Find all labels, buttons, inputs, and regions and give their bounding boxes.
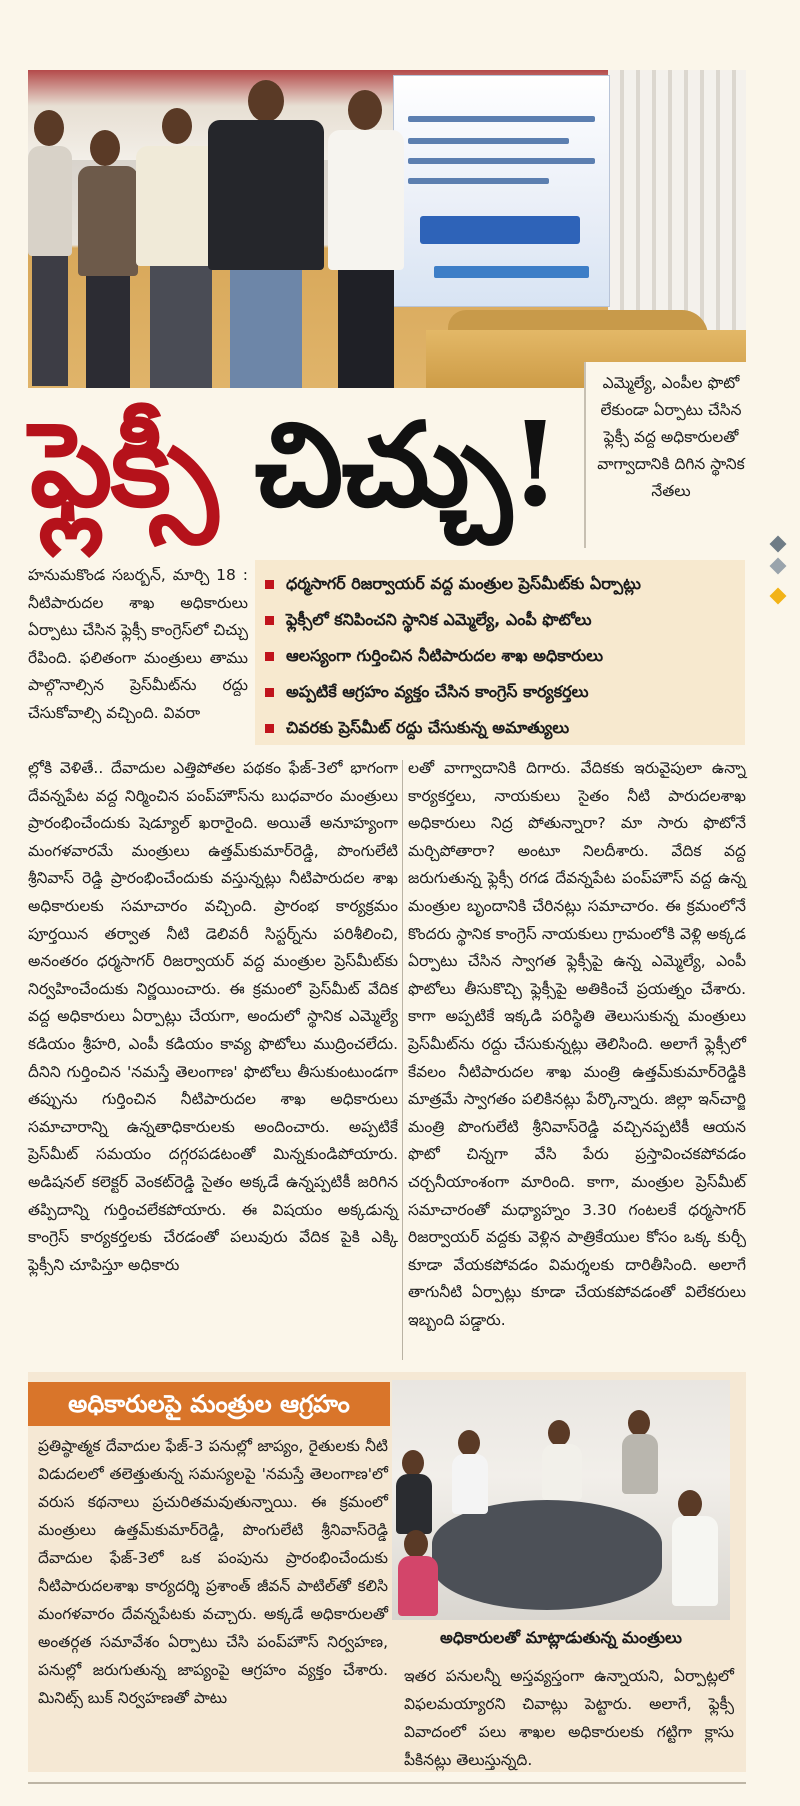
highlight-item: ఫ్లెక్సీలో కనిపించని స్థానిక ఎమ్మెల్యే, ఎంపీ ఫొటోలు [265, 602, 745, 638]
headline [30, 385, 580, 560]
sidebar-story-text: ఇతర పనులన్నీ అస్తవ్యస్తంగా ఉన్నాయని, ఏర్పాట్లలో విఫలమయ్యారని చివాట్లు పెట్టారు. అలాగే, ఫ్లెక్సీ వివాదంలో పలు శాఖల అధికారులకు గట్టిగా క్లాసు పీకినట్లు తెలుస్తున్నది. [404, 1667, 734, 1769]
photo-caption: ఎమ్మెల్యే, ఎంపీల ఫొటో లేకుండా ఏర్పాటు చేసిన ఫ్లెక్సీ వద్ద అధికారులతో వాగ్వాదానికి దిగిన స్థానిక నేతలు [597, 374, 745, 500]
bullet-square [265, 652, 274, 661]
sidebar-story-col1 [38, 1432, 388, 1712]
meeting-table [432, 1500, 662, 1610]
meeting-photo-caption: అధికారులతో మాట్లాడుతున్న మంత్రులు [440, 1628, 682, 1647]
highlight-item: అప్పటికే ఆగ్రహం వ్యక్తం చేసిన కాంగ్రెస్ కార్యకర్తలు [265, 674, 745, 710]
meeting-photo [392, 1380, 730, 1620]
curtain [608, 70, 746, 330]
article-col-a [28, 562, 248, 728]
article-text: హనుమకొండ సబర్బన్, మార్చి 18 : నీటిపారుదల శాఖ అధికారులు ఏర్పాటు చేసిన ఫ్లెక్సీ కాంగ్రెస్‌లో చిచ్చు రేపింది. ఫలితంగా మంత్రులు తాము పాల్గొనాల్సిన ప్రెస్‌మీట్‌ను రద్దు చేసుకోవాల్సి వచ్చింది. వివరా [28, 566, 248, 722]
bottom-rule [28, 1782, 746, 1784]
flexi-banner [393, 75, 610, 307]
highlight-item: చివరకు ప్రెస్‌మీట్ రద్దు చేసుకున్న అమాత్యులు [265, 710, 745, 746]
article-col-b [28, 755, 398, 1279]
highlights-box [255, 560, 745, 745]
article-col-c [408, 755, 746, 1334]
bullet-square [265, 724, 274, 733]
sidebar-story-col2 [404, 1662, 734, 1774]
sidebar-story-text: ప్రతిష్ఠాత్మక దేవాదుల ఫేజ్-3 పనుల్లో జాప్యం, రైతులకు నీటి విడుదలలో తలెత్తుతున్న సమస్యలపై 'నమస్తే తెలంగాణ'లో వరుస కథనాలు ప్రచురితమవుతున్నాయి. ఈ క్రమంలో మంత్రులు ఉత్తమ్‌కుమార్‌రెడ్డి, పొంగులేటి శ్రీనివాస్‌రెడ్డి దేవాదుల ఫేజ్-3లో ఒక పంపును ప్రారంభించేందుకు నీటిపారుదలశాఖ కార్యదర్శి ప్రశాంత్ జీవన్ పాటిల్‌తో కలిసి మంగళవారం దేవన్నపేటకు వచ్చారు. అక్కడే అధికారులతో అంతర్గత సమావేశం ఏర్పాటు చేసి పంప్‌హౌస్ నిర్వహణ, పనుల్లో జరుగుతున్న జాప్యంపై ఆగ్రహం వ్యక్తం చేశారు. మినిట్స్ బుక్ నిర్వహణతో పాటు [38, 1437, 388, 1707]
article-text: లతో వాగ్వాదానికి దిగారు. వేదికకు ఇరువైపులా ఉన్నా కార్యకర్తలు, నాయకులు సైతం నీటి పారుదలశాఖ అధికారులు నిద్ర పోతున్నారా? మా సారు ఫొటోనే మర్చిపోతారా? అంటూ నిలదీశారు. వేదిక వద్ద జరుగుతున్న ఫ్లెక్సీ రగడ దేవన్నపేట పంప్‌హౌస్ వద్ద ఉన్న మంత్రుల బృందానికి చేరినట్లు సమాచారం. ఈ క్రమంలోనే కొందరు స్థానిక కాంగ్రెస్ నాయకులు గ్రామంలోకి వెళ్లి అక్కడ ఏర్పాటు చేసిన స్వాగత ఫ్లెక్సీపై ఉన్న ఎమ్మెల్యే, ఎంపీ ఫొటోలు తీసుకొచ్చి ఫ్లెక్సీపై అతికించే ప్రయత్నం చేశారు. కాగా అప్పటికే ఇక్కడి పరిస్థితి తెలుసుకున్న మంత్రులు ప్రెస్‌మీట్‌ను రద్దు చేసుకున్నట్లు తెలిసింది. అలాగే ఫ్లెక్సీలో కేవలం నీటిపారుదల శాఖ మంత్రి ఉత్తమ్‌కుమార్‌రెడ్డికి మాత్రమే స్వాగతం పలికినట్లు పేర్కొన్నారు. జిల్లా ఇన్‌చార్జి మంత్రి పొంగులేటి శ్రీనివాస్‌రెడ్డి వచ్చినప్పటికీ ఆయన ఫొటో చిన్నగా వేసి పేరు ప్రస్తావించకపోవడం చర్చనీయాంశంగా మారింది. కాగా, మంత్రుల ప్రెస్‌మీట్ సమాచారంతో మధ్యాహ్నం 3.30 గంటలకే ధర్మసాగర్ రిజర్వాయర్ వద్దకు వెళ్లిన పాత్రికేయుల కోసం ఒక్క కుర్చీ కూడా వేయకపోవడం విమర్శలకు దారితీసింది. అలాగే తాగునీటి ఏర్పాట్లు కూడా చేయకపోవడంతో విలేకరులు ఇబ్బంది పడ్డారు. [408, 759, 746, 1329]
highlight-item: ధర్మసాగర్ రిజర్వాయర్ వద్ద మంత్రుల ప్రెస్‌మీట్‌కు ఏర్పాట్లు [265, 566, 745, 602]
article-text: ల్లోకి వెళితే.. దేవాదుల ఎత్తిపోతల పథకం ఫేజ్-3లో భాగంగా దేవన్నపేట వద్ద నిర్మించిన పంప్‌హౌస్‌ను బుధవారం మంత్రులు ప్రారంభించేందుకు షెడ్యూల్ ఖరారైంది. అయితే అనూహ్యంగా మంగళవారమే మంత్రులు ఉత్తమ్‌కుమార్‌రెడ్డి, పొంగులేటి శ్రీనివాస్ రెడ్డి ప్రారంభించేందుకు వస్తున్నట్లు నీటిపారుదల శాఖ అధికారులకు సమాచారం వచ్చింది. ప్రారంభ కార్యక్రమం పూర్తయిన తర్వాత నీటి డెలివరీ సిస్టర్న్‌ను పరిశీలించి, అనంతరం ధర్మసాగర్ రిజర్వాయర్ వద్ద మంత్రుల ప్రెస్‌మీట్‌కు నిర్వహించేందుకు నిర్ణయించారు. ఈ క్రమంలో ప్రెస్‌మీట్ వేదిక వద్ద అధికారులు ఏర్పాట్లు చేయగా, అందులో స్థానిక ఎమ్మెల్యే కడియం శ్రీహరి, ఎంపీ కడియం కావ్య ఫొటోలు ముద్రించలేదు. దీనిని గుర్తించిన 'నమస్తే తెలంగాణ' ఫొటోలు తీసుకుంటుండగా తప్పును గుర్తించిన నీటిపారుదల శాఖ అధికారులు సమాచారాన్ని ఉన్నతాధికారులకు అందించారు. అప్పటికే ప్రెస్‌మీట్ సమయం దగ్గరపడటంతో మిన్నకుండిపోయారు. అడిషనల్ కలెక్టర్ వెంకట్‌రెడ్డి సైతం అక్కడే ఉన్నప్పటికీ జరిగిన తప్పిదాన్ని గుర్తించలేకపోయారు. ఈ విషయం అక్కడున్న కాంగ్రెస్ కార్యకర్తలకు చేరడంతో పలువురు వేదిక పైకి ఎక్కి ఫ్లెక్సీని చూపిస్తూ అధికారు [28, 759, 398, 1274]
bullet-square [265, 616, 274, 625]
column-divider [402, 760, 403, 1360]
highlight-item: ఆలస్యంగా గుర్తించిన నీటిపారుదల శాఖ అధికారులు [265, 638, 745, 674]
margin-marker [770, 588, 787, 605]
headline-part1: ఫ్లెక్సీ [30, 397, 217, 533]
margin-marker [770, 536, 787, 553]
headline-part2: చిచ్చు! [254, 397, 559, 533]
top-photo [28, 70, 746, 388]
margin-marker [770, 558, 787, 575]
sidebar-story-title: అధికారులపై మంత్రుల ఆగ్రహం [28, 1382, 390, 1426]
bullet-square [265, 580, 274, 589]
bullet-square [265, 688, 274, 697]
photo-caption-box [584, 362, 752, 548]
